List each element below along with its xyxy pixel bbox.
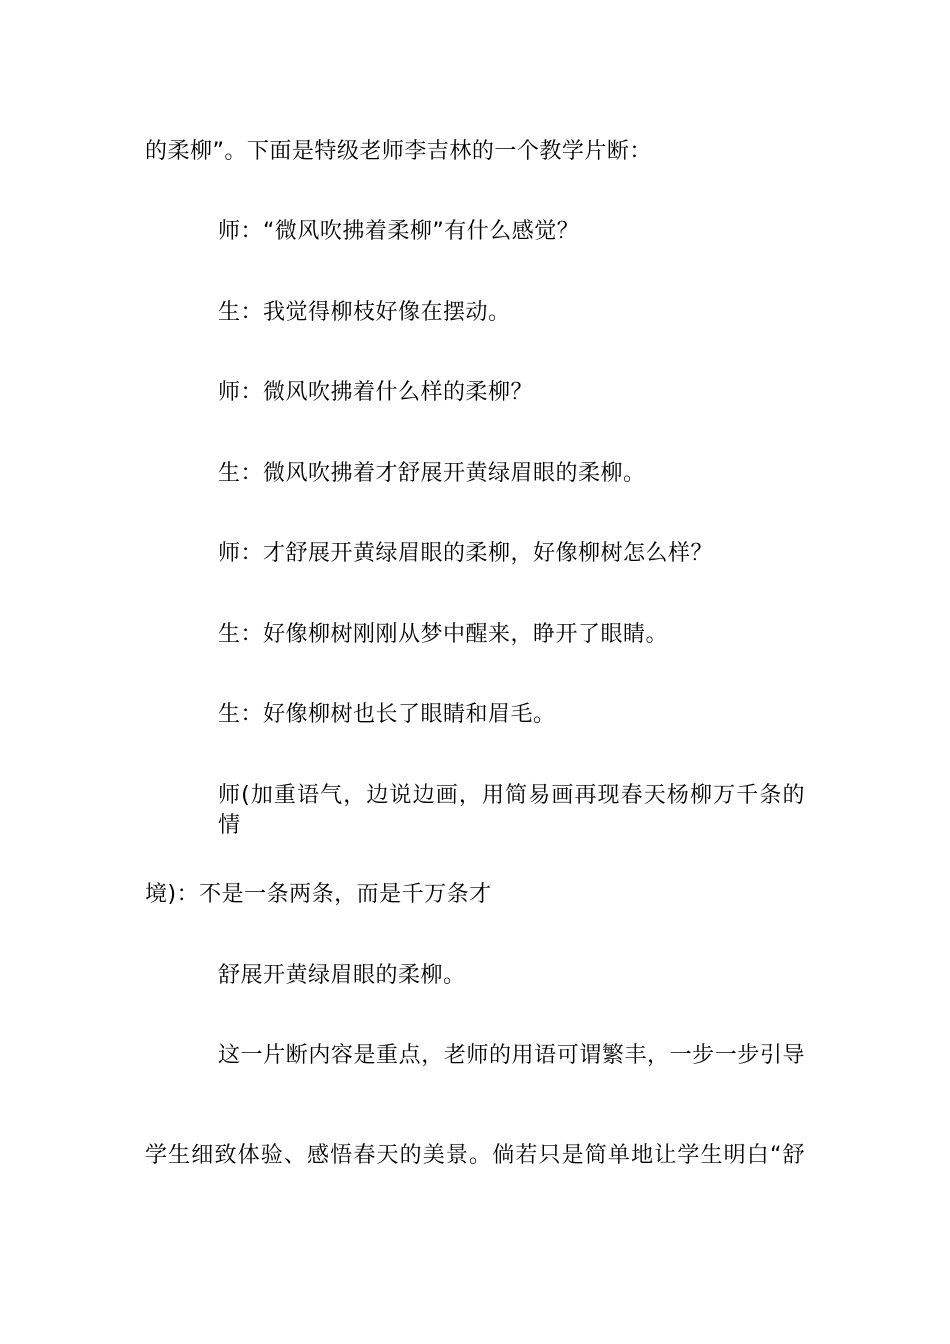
paragraph-line-2: 学生细致体验、感悟春天的美景。倘若只是简单地让学生明白“舒 <box>145 1143 805 1168</box>
dialogue-line-student-1: 生：我觉得柳枝好像在摆动。 <box>218 300 511 325</box>
text-line-1: 的柔柳”。下面是特级老师李吉林的一个教学片断： <box>145 139 652 164</box>
dialogue-line-student-4: 生：好像柳树也长了眼睛和眉毛。 <box>218 702 556 727</box>
dialogue-line-teacher-2: 师：微风吹拂着什么样的柔柳？ <box>218 380 534 405</box>
paragraph-line-1: 这一片断内容是重点，老师的用语可谓繁丰，一步一步引导 <box>218 1043 805 1068</box>
dialogue-line-student-3: 生：好像柳树刚刚从梦中醒来，睁开了眼睛。 <box>218 622 669 647</box>
dialogue-line-teacher-4: 师(加重语气，边说边画，用简易画再现春天杨柳万千条的情 <box>218 783 805 838</box>
dialogue-line-student-2: 生：微风吹拂着才舒展开黄绿眉眼的柔柳。 <box>218 461 646 486</box>
text-line-indented: 舒展开黄绿眉眼的柔柳。 <box>218 963 466 988</box>
dialogue-line-teacher-3: 师：才舒展开黄绿眉眼的柔柳，好像柳树怎么样？ <box>218 541 714 566</box>
text-line-continuation: 境)：不是一条两条，而是千万条才 <box>145 882 492 907</box>
dialogue-line-teacher-1: 师：“微风吹拂着柔柳”有什么感觉？ <box>218 219 580 244</box>
